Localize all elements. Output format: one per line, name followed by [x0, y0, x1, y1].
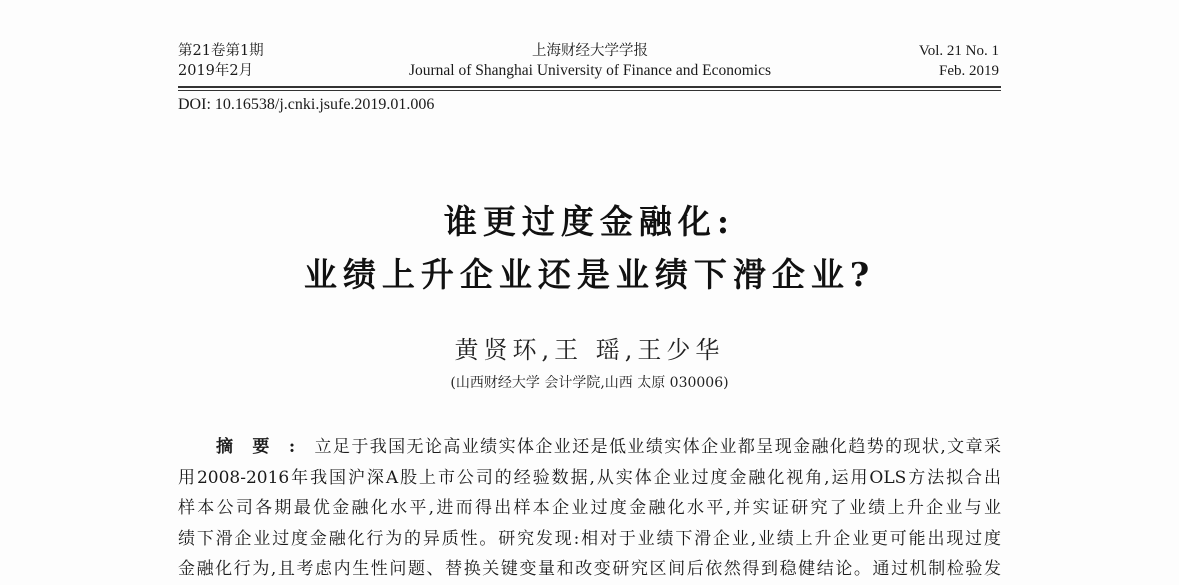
- abstract-line: [178, 432, 1001, 463]
- doi-text: DOI: 10.16538/j.cnki.jsufe.2019.01.006: [178, 96, 435, 113]
- date-cn: 2019年2月: [178, 63, 254, 79]
- header-right: [919, 41, 999, 81]
- abstract: [178, 432, 1001, 585]
- abstract-line: 用2008-2016年我国沪深A股上市公司的经验数据,从实体企业过度金融化视角,运用OLS方法拟合出: [178, 467, 1001, 488]
- volume-issue-cn: 第21卷第1期: [178, 43, 264, 59]
- header-center: [300, 41, 880, 81]
- journal-name-en: Journal of Shanghai University of Finance and Economics: [408, 62, 772, 79]
- article-title-line-1: 谁更过度金融化:: [443, 202, 736, 241]
- volume-issue-en: Vol. 21 No. 1: [918, 43, 999, 59]
- header-rule-thin: [178, 90, 1001, 91]
- abstract-line-text: 立足于我国无论高业绩实体企业还是低业绩实体企业都呈现金融化趋势的现状,文章采: [313, 437, 1001, 457]
- header-left: [178, 41, 264, 81]
- abstract-line: 样本公司各期最优金融化水平,进而得出样本企业过度金融化水平,并实证研究了业绩上升企业与业: [178, 498, 1001, 518]
- date-en: Feb. 2019: [939, 63, 999, 79]
- authors: 黄贤环,王 瑶,王少华: [454, 336, 725, 364]
- journal-name-cn: 上海财经大学学报: [532, 43, 648, 59]
- abstract-line: 金融化行为,且考虑内生性问题、替换关键变量和改变研究区间后依然得到稳健结论。通过机制检验发: [178, 559, 1001, 579]
- header-rule-thick: [178, 86, 1001, 88]
- article-title-line-2: 业绩上升企业还是业绩下滑企业?: [303, 255, 876, 294]
- abstract-line: 绩下滑企业过度金融化行为的异质性。研究发现:相对于业绩下滑企业,业绩上升企业更可能出现过度: [178, 528, 1001, 549]
- abstract-label: 摘要:: [216, 437, 314, 457]
- affiliation: (山西财经大学 会计学院,山西 太原 030006): [450, 375, 729, 391]
